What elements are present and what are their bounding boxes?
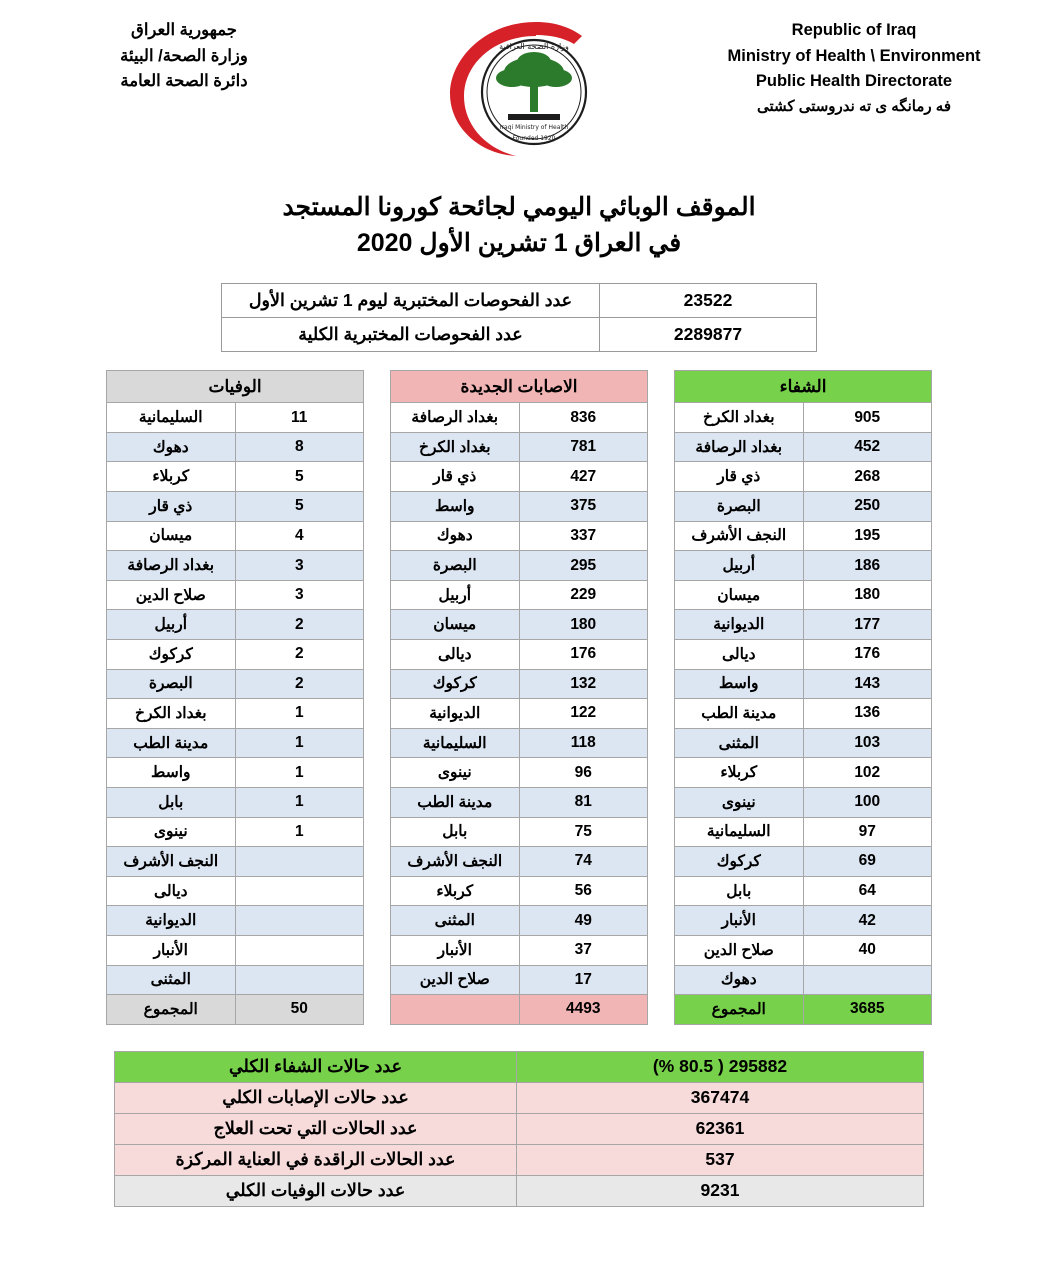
governorate-name: بغداد الكرخ (675, 403, 804, 433)
summary-row (115, 1113, 924, 1144)
governorate-value: 4 (235, 521, 364, 551)
summary-row (115, 1175, 924, 1206)
governorate-name: بابل (675, 876, 804, 906)
table-row (675, 935, 932, 965)
governorate-value: 781 (519, 432, 648, 462)
table-row (391, 432, 648, 462)
summary-label: عدد حالات الوفيات الكلي (115, 1175, 517, 1206)
governorate-value: 100 (803, 787, 932, 817)
new-cases-column (390, 370, 648, 1024)
governorate-value: 17 (519, 965, 648, 995)
governorate-name: الأنبار (675, 906, 804, 936)
summary-value: 537 (517, 1144, 924, 1175)
title-line-2: في العراق 1 تشرين الأول 2020 (356, 229, 682, 257)
table-row (107, 847, 364, 877)
table-row (107, 965, 364, 995)
governorate-value: 176 (803, 640, 932, 670)
governorate-value: 5 (235, 492, 364, 522)
governorate-name: واسط (391, 492, 520, 522)
header-line-kurdish: فه رمانگه ى ته ندروستى كشتى (756, 97, 952, 115)
governorate-name: ديالى (675, 640, 804, 670)
governorate-value: 37 (519, 935, 648, 965)
table-row (391, 462, 648, 492)
governorate-value: 96 (519, 758, 648, 788)
governorate-value: 452 (803, 432, 932, 462)
table-row (391, 906, 648, 936)
governorate-name: كركوك (391, 669, 520, 699)
table-row (107, 876, 364, 906)
governorate-name: الديوانية (107, 906, 236, 936)
governorate-name: السليمانية (391, 728, 520, 758)
summary-label: عدد حالات الشفاء الكلي (115, 1051, 517, 1082)
table-row (675, 847, 932, 877)
table-row (675, 817, 932, 847)
header-english-block (694, 18, 1014, 118)
governorate-value: 81 (519, 787, 648, 817)
table-row (222, 284, 817, 318)
governorate-value: 3 (235, 551, 364, 581)
table-row (107, 935, 364, 965)
table-row (675, 758, 932, 788)
governorate-value: 5 (235, 462, 364, 492)
governorate-name: ميسان (675, 580, 804, 610)
governorate-name: بغداد الرصافة (107, 551, 236, 581)
total-tests-value: 2289877 (600, 318, 817, 352)
governorate-name: السليمانية (107, 403, 236, 433)
governorate-value: 180 (519, 610, 648, 640)
table-row (675, 965, 932, 995)
governorate-name: الديوانية (391, 699, 520, 729)
governorate-name: ميسان (391, 610, 520, 640)
governorate-value: 103 (803, 728, 932, 758)
summary-label: عدد الحالات التي تحت العلاج (115, 1113, 517, 1144)
governorate-value (803, 965, 932, 995)
national-summary-table (114, 1051, 924, 1207)
title-line-1: الموقف الوبائي اليومي لجائحة كورونا المستجد (282, 193, 756, 221)
table-row (391, 699, 648, 729)
total-label (391, 995, 520, 1025)
governorate-value: 177 (803, 610, 932, 640)
table-row (675, 551, 932, 581)
governorate-value: 42 (803, 906, 932, 936)
governorate-value: 40 (803, 935, 932, 965)
table-row (391, 787, 648, 817)
header-line-country-ar: جمهورية العراق (131, 21, 237, 39)
governorate-name: المثنى (391, 906, 520, 936)
summary-row (115, 1082, 924, 1113)
table-row (675, 906, 932, 936)
header-line-ministry-ar: وزارة الصحة/ البيئة (120, 46, 248, 65)
governorate-value: 2 (235, 640, 364, 670)
governorate-name: صلاح الدين (107, 580, 236, 610)
recoveries-column (674, 370, 932, 1024)
table-row (107, 787, 364, 817)
summary-label: عدد الحالات الراقدة في العناية المركزة (115, 1144, 517, 1175)
ministry-logo-icon (424, 14, 614, 164)
table-row (391, 580, 648, 610)
table-row (675, 580, 932, 610)
governorate-value: 836 (519, 403, 648, 433)
table-row (675, 610, 932, 640)
total-value: 4493 (519, 995, 648, 1025)
governorate-value: 176 (519, 640, 648, 670)
governorate-value: 905 (803, 403, 932, 433)
governorate-name: السليمانية (675, 817, 804, 847)
table-row (107, 551, 364, 581)
governorate-value: 74 (519, 847, 648, 877)
governorate-name: كربلاء (675, 758, 804, 788)
table-row (107, 432, 364, 462)
total-label: المجموع (107, 995, 236, 1025)
lab-tests-table (221, 283, 817, 352)
table-row (675, 403, 932, 433)
table-row (107, 462, 364, 492)
governorate-value: 56 (519, 876, 648, 906)
governorate-value: 250 (803, 492, 932, 522)
svg-text:Iraqi Ministry of Health: Iraqi Ministry of Health (499, 124, 569, 131)
recoveries-table-header: الشفاء (675, 371, 932, 403)
table-row (107, 610, 364, 640)
header-line-ministry-en: Ministry of Health \ Environment (727, 46, 981, 65)
summary-row (115, 1051, 924, 1082)
governorate-name: نينوى (675, 787, 804, 817)
governorate-value: 186 (803, 551, 932, 581)
governorate-name: نينوى (391, 758, 520, 788)
governorate-name: ميسان (107, 521, 236, 551)
table-row (391, 610, 648, 640)
deaths-table (106, 370, 364, 1024)
summary-value: 295882 ( 80.5 %) (517, 1051, 924, 1082)
deaths-column (106, 370, 364, 1024)
table-row (391, 935, 648, 965)
governorate-name: أربيل (675, 551, 804, 581)
total-tests-label: عدد الفحوصات المختبرية الكلية (222, 318, 600, 352)
governorate-name: الديوانية (675, 610, 804, 640)
table-row (675, 876, 932, 906)
governorate-name: النجف الأشرف (391, 847, 520, 877)
governorate-name: الأنبار (107, 935, 236, 965)
governorate-name: ذي قار (107, 492, 236, 522)
table-row (107, 817, 364, 847)
logo-container (412, 14, 627, 164)
governorate-name: كركوك (675, 847, 804, 877)
governorate-name: دهوك (107, 432, 236, 462)
governorate-name: أربيل (107, 610, 236, 640)
governorate-value: 102 (803, 758, 932, 788)
summary-value: 367474 (517, 1082, 924, 1113)
daily-tests-value: 23522 (600, 284, 817, 318)
total-label: المجموع (675, 995, 804, 1025)
governorate-name: كربلاء (391, 876, 520, 906)
table-row (391, 403, 648, 433)
governorate-value: 1 (235, 699, 364, 729)
governorate-value: 1 (235, 728, 364, 758)
table-total-row (675, 995, 932, 1025)
governorate-value: 375 (519, 492, 648, 522)
governorate-name: واسط (675, 669, 804, 699)
governorate-name: النجف الأشرف (675, 521, 804, 551)
governorate-value (235, 906, 364, 936)
governorate-value: 143 (803, 669, 932, 699)
table-row (675, 699, 932, 729)
table-row (391, 669, 648, 699)
header-arabic-block (24, 18, 344, 95)
table-total-row (107, 995, 364, 1025)
governorate-value: 8 (235, 432, 364, 462)
table-row (107, 492, 364, 522)
table-row (391, 758, 648, 788)
governorate-name: كركوك (107, 640, 236, 670)
governorate-name: بغداد الكرخ (391, 432, 520, 462)
governorate-name: دهوك (391, 521, 520, 551)
table-row (675, 787, 932, 817)
summary-label: عدد حالات الإصابات الكلي (115, 1082, 517, 1113)
governorate-name: مدينة الطب (107, 728, 236, 758)
governorate-value: 229 (519, 580, 648, 610)
page-title (0, 190, 1038, 261)
governorate-name: البصرة (107, 669, 236, 699)
header-line-directorate-en: Public Health Directorate (755, 72, 953, 91)
governorate-value: 11 (235, 403, 364, 433)
table-row (391, 965, 648, 995)
governorate-name: دهوك (675, 965, 804, 995)
governorate-value: 2 (235, 669, 364, 699)
governorate-name: البصرة (675, 492, 804, 522)
governorate-value: 1 (235, 787, 364, 817)
document-header (0, 0, 1038, 164)
governorate-name: الأنبار (391, 935, 520, 965)
governorate-name: أربيل (391, 580, 520, 610)
table-row (391, 521, 648, 551)
governorate-value: 268 (803, 462, 932, 492)
table-row (391, 847, 648, 877)
recoveries-table (674, 370, 932, 1024)
governorate-name: كربلاء (107, 462, 236, 492)
governorate-name: نينوى (107, 817, 236, 847)
table-row (675, 492, 932, 522)
governorate-name: ديالى (107, 876, 236, 906)
governorate-name: المثنى (675, 728, 804, 758)
svg-text:وزارة الصحة العراقية: وزارة الصحة العراقية (499, 42, 569, 51)
governorate-value: 118 (519, 728, 648, 758)
table-row (107, 758, 364, 788)
table-row (391, 492, 648, 522)
deaths-table-header: الوفيات (107, 371, 364, 403)
summary-row (115, 1144, 924, 1175)
total-value: 50 (235, 995, 364, 1025)
governorate-value: 1 (235, 758, 364, 788)
table-row (675, 521, 932, 551)
table-row (107, 728, 364, 758)
governorate-name: واسط (107, 758, 236, 788)
svg-text:Founded 1920: Founded 1920 (512, 135, 556, 142)
governorate-name: البصرة (391, 551, 520, 581)
table-row (107, 640, 364, 670)
governorate-value (235, 876, 364, 906)
governorate-name: ديالى (391, 640, 520, 670)
governorate-value: 337 (519, 521, 648, 551)
table-row (107, 521, 364, 551)
governorate-value: 97 (803, 817, 932, 847)
governorate-name: مدينة الطب (675, 699, 804, 729)
table-row (391, 551, 648, 581)
header-line-country-en: Republic of Iraq (791, 21, 917, 39)
governorate-value (235, 965, 364, 995)
table-row (675, 728, 932, 758)
governorate-name: بغداد الكرخ (107, 699, 236, 729)
governorate-value: 295 (519, 551, 648, 581)
table-row (107, 403, 364, 433)
summary-value: 62361 (517, 1113, 924, 1144)
governorate-value: 64 (803, 876, 932, 906)
summary-value: 9231 (517, 1175, 924, 1206)
governorate-value: 180 (803, 580, 932, 610)
table-row (222, 318, 817, 352)
governorate-value: 427 (519, 462, 648, 492)
governorate-value: 132 (519, 669, 648, 699)
table-row (107, 669, 364, 699)
header-line-directorate-ar: دائرة الصحة العامة (120, 72, 248, 91)
governorate-tables (0, 370, 1038, 1024)
table-row (675, 640, 932, 670)
governorate-value (235, 847, 364, 877)
governorate-value: 69 (803, 847, 932, 877)
governorate-name: المثنى (107, 965, 236, 995)
governorate-name: مدينة الطب (391, 787, 520, 817)
table-row (391, 817, 648, 847)
new-cases-table (390, 370, 648, 1024)
governorate-value: 49 (519, 906, 648, 936)
governorate-name: بغداد الرصافة (675, 432, 804, 462)
new-cases-table-header: الاصابات الجديدة (391, 371, 648, 403)
table-row (107, 906, 364, 936)
governorate-name: ذي قار (675, 462, 804, 492)
governorate-value: 122 (519, 699, 648, 729)
table-row (675, 462, 932, 492)
governorate-name: صلاح الدين (675, 935, 804, 965)
governorate-value: 3 (235, 580, 364, 610)
governorate-value: 2 (235, 610, 364, 640)
governorate-name: بابل (107, 787, 236, 817)
governorate-name: صلاح الدين (391, 965, 520, 995)
governorate-value: 136 (803, 699, 932, 729)
governorate-name: النجف الأشرف (107, 847, 236, 877)
governorate-value: 75 (519, 817, 648, 847)
table-row (675, 432, 932, 462)
table-row (675, 669, 932, 699)
table-row (391, 876, 648, 906)
table-row (391, 640, 648, 670)
governorate-name: بابل (391, 817, 520, 847)
governorate-name: بغداد الرصافة (391, 403, 520, 433)
total-value: 3685 (803, 995, 932, 1025)
governorate-name: ذي قار (391, 462, 520, 492)
table-total-row (391, 995, 648, 1025)
governorate-value: 1 (235, 817, 364, 847)
governorate-value (235, 935, 364, 965)
daily-tests-label: عدد الفحوصات المختبرية ليوم 1 تشرين الأول (222, 284, 600, 318)
table-row (107, 580, 364, 610)
table-row (391, 728, 648, 758)
table-row (107, 699, 364, 729)
governorate-value: 195 (803, 521, 932, 551)
